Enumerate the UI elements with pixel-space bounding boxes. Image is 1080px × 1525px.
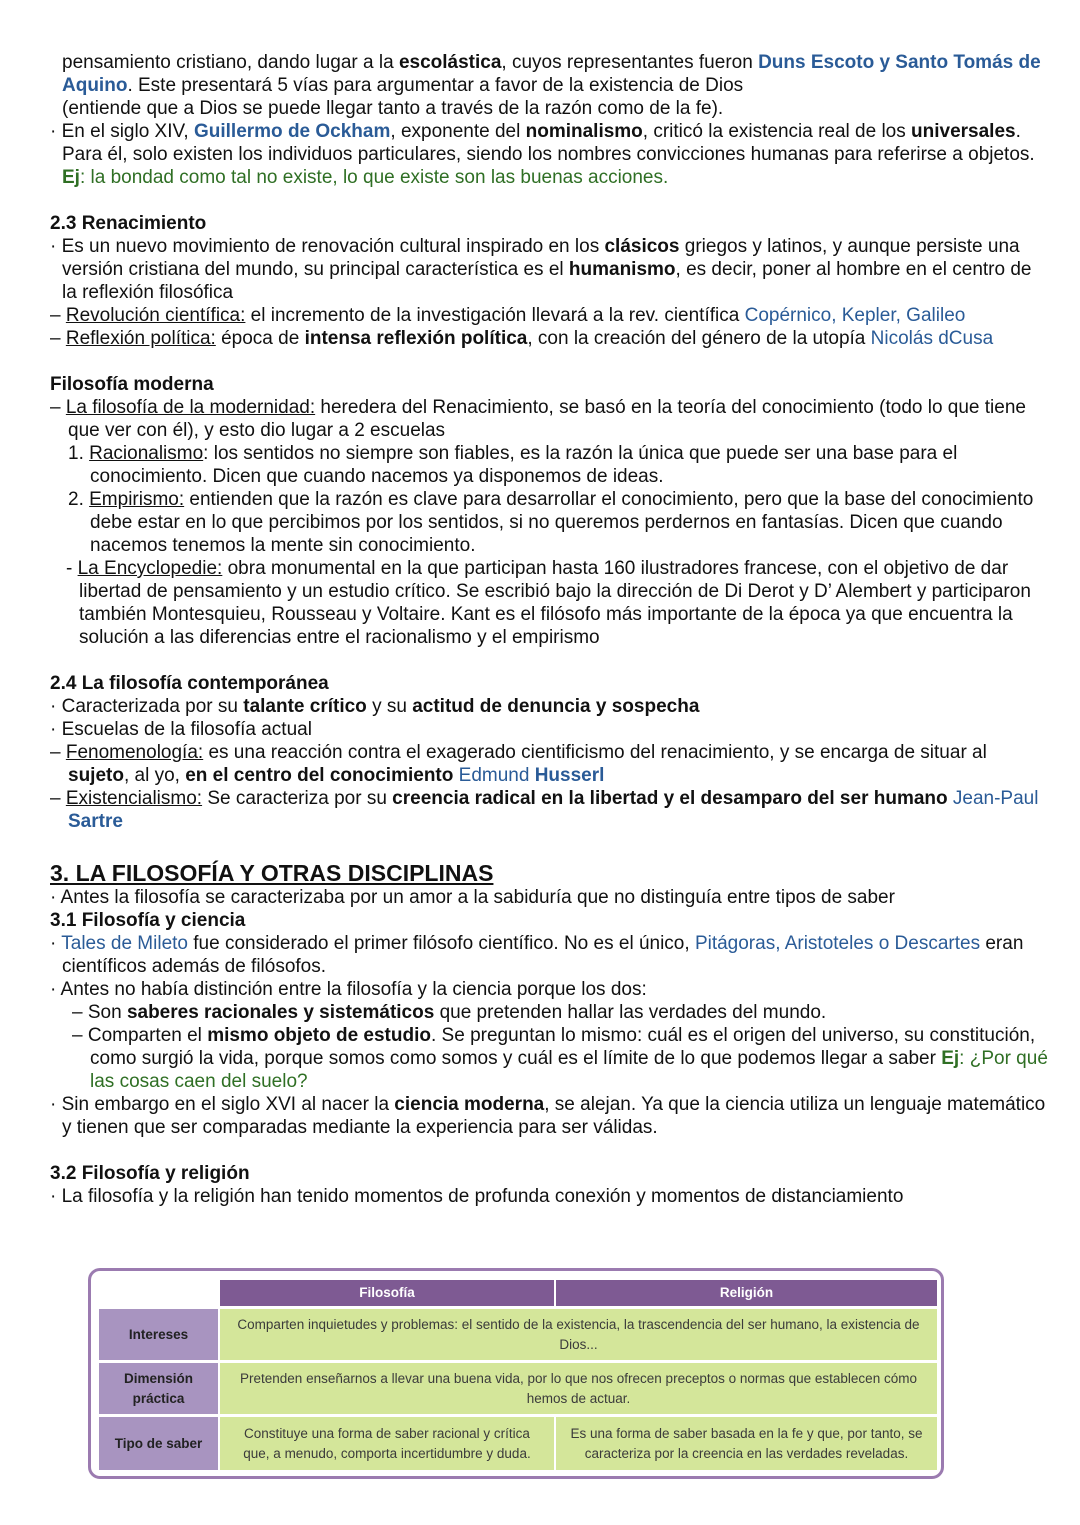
row-dimension-text: Pretenden enseñarnos a llevar una buena vida, por lo que nos ofrecen preceptos o normas que establecen cómo hemos de actuar. <box>220 1363 937 1414</box>
escuelas-line: · Escuelas de la filosofía actual <box>50 719 312 740</box>
row-intereses-text: Comparten inquietudes y problemas: el sentido de la existencia, la trascendencia del ser humano, la existencia de Dios... <box>220 1309 937 1360</box>
reflexion-politica-item: – Reflexión política: época de intensa reflexión política, con la creación del género de la utopía Nicolás dCusa <box>50 328 994 349</box>
disciplinas-intro: · Antes la filosofía se caracterizaba por un amor a la sabiduría que no distinguía entre tipos de saber <box>50 887 895 908</box>
saberes-item: – Son saberes racionales y sistemáticos que pretenden hallar las verdades del mundo. <box>72 1002 827 1023</box>
section-title-contemporanea: 2.4 La filosofía contemporánea <box>50 673 329 694</box>
comparison-table <box>88 1268 944 1479</box>
religion-intro: · La filosofía y la religión han tenido momentos de profunda conexión y momentos de distanciamiento <box>50 1186 904 1207</box>
ockham-paragraph: · En el siglo XIV, Guillermo de Ockham, exponente del nominalismo, criticó la existencia real de los universales. Para él, solo existen los individuos particulares, siendo los nombres convicciones humanas para referirse a objetos. <box>50 121 1035 165</box>
row-label-dimension: Dimensión práctica <box>99 1363 218 1414</box>
intro-note: (entiende que a Dios se puede llegar tanto a través de la razón como de la fe). <box>62 98 724 119</box>
existencialismo-item: – Existencialismo: Se caracteriza por su creencia radical en la libertad y el desamparo del ser humano Jean-Paul Sartre <box>50 788 1039 832</box>
section-title-disciplinas: 3. LA FILOSOFÍA Y OTRAS DISCIPLINAS <box>50 860 494 886</box>
example-line: Ej: la bondad como tal no existe, lo que existe son las buenas acciones. <box>62 167 669 188</box>
modernidad-item: – La filosofía de la modernidad: heredera del Renacimiento, se basó en la teoría del conocimiento (todo lo que tiene que ver con él), y esto dio lugar a 2 escuelas <box>50 397 1026 441</box>
encyclopedie-item: - La Encyclopedie: obra monumental en la que participan hasta 160 ilustradores francese, con el objetivo de dar libertad de pensamiento y un estudio crítico. Se escribió bajo la dirección de Di Derot y D’ Alembert y participaron también Montesquieu, Rousseau y Voltaire. Kant es el filósofo más importante de la época ya que encuentra la solución a las diferencias entre el racionalismo y el empirismo <box>66 558 1031 648</box>
fenomenologia-item: – Fenomenología: es una reacción contra el exagerado cientificismo del renacimiento, y se encarga de situar al sujeto, al yo, en el centro del conocimiento Edmund Husserl <box>50 742 987 786</box>
distincion-line: · Antes no había distinción entre la filosofía y la ciencia porque los dos: <box>50 979 647 1000</box>
revolucion-cientifica-item: – Revolución científica: el incremento de la investigación llevará a la rev. científica Copérnico, Kepler, Galileo <box>50 305 966 326</box>
intro-paragraph: pensamiento cristiano, dando lugar a la escolástica, cuyos representantes fueron Duns Escoto y Santo Tomás de Aquino. Este presentará 5 vías para argumentar a favor de la existencia de Dios <box>62 52 1041 96</box>
tales-paragraph: · Tales de Mileto fue considerado el primer filósofo científico. No es el único, Pitágoras, Aristoteles o Descartes eran científicos además de filósofos. <box>50 933 1024 977</box>
row-tipo-saber-filosofia: Constituye una forma de saber racional y crítica que, a menudo, comporta incertidumbre y duda. <box>220 1417 554 1470</box>
table-header-religion: Religión <box>556 1280 937 1306</box>
section-title-renacimiento: 2.3 Renacimiento <box>50 213 207 234</box>
objeto-estudio-item: – Comparten el mismo objeto de estudio. Se preguntan lo mismo: cuál es el origen del universo, su constitución, como surgió la vida, porque somos como somos y cuál es el límite de lo que podemos llegar a saber Ej: ¿Por qué las cosas caen del suelo? <box>72 1025 1048 1092</box>
section-title-moderna: Filosofía moderna <box>50 374 214 395</box>
row-tipo-saber-religion: Es una forma de saber basada en la fe y que, por tanto, se caracteriza por la creencia en las verdades reveladas. <box>556 1417 937 1470</box>
empirismo-item: 2. Empirismo: entienden que la razón es clave para desarrollar el conocimiento, pero que la base del conocimiento debe estar en lo que percibimos por los sentidos, si no queremos perdernos en fantasías. Dicen que cuando nacemos tenemos la mente sin conocimiento. <box>68 489 1034 556</box>
subsection-title-ciencia: 3.1 Filosofía y ciencia <box>50 910 246 931</box>
row-label-tipo-saber: Tipo de saber <box>99 1417 218 1470</box>
row-label-intereses: Intereses <box>99 1309 218 1360</box>
representantes-names: Duns Escoto y Santo Tomás de Aquino <box>62 52 1041 96</box>
contemporanea-traits: · Caracterizada por su talante crítico y su actitud de denuncia y sospecha <box>50 696 700 717</box>
renacimiento-paragraph: · Es un nuevo movimiento de renovación cultural inspirado en los clásicos griegos y latinos, y aunque persiste una versión cristiana del mundo, su principal característica es el humanismo, es decir, poner al hombre en el centro de la reflexión filosófica <box>50 236 1032 303</box>
document-page <box>50 51 1050 1208</box>
racionalismo-item: 1. Racionalismo: los sentidos no siempre son fiables, es la razón la única que puede ser una base para el conocimiento. Dicen que cuando nacemos ya disponemos de ideas. <box>68 443 958 487</box>
table-header-filosofia: Filosofía <box>220 1280 554 1306</box>
subsection-title-religion: 3.2 Filosofía y religión <box>50 1163 250 1184</box>
ciencia-moderna-paragraph: · Sin embargo en el siglo XVI al nacer la ciencia moderna, se alejan. Ya que la ciencia utiliza un lenguaje matemático y tienen que ser comparadas mediante la experiencia para ser válidas. <box>50 1094 1046 1138</box>
